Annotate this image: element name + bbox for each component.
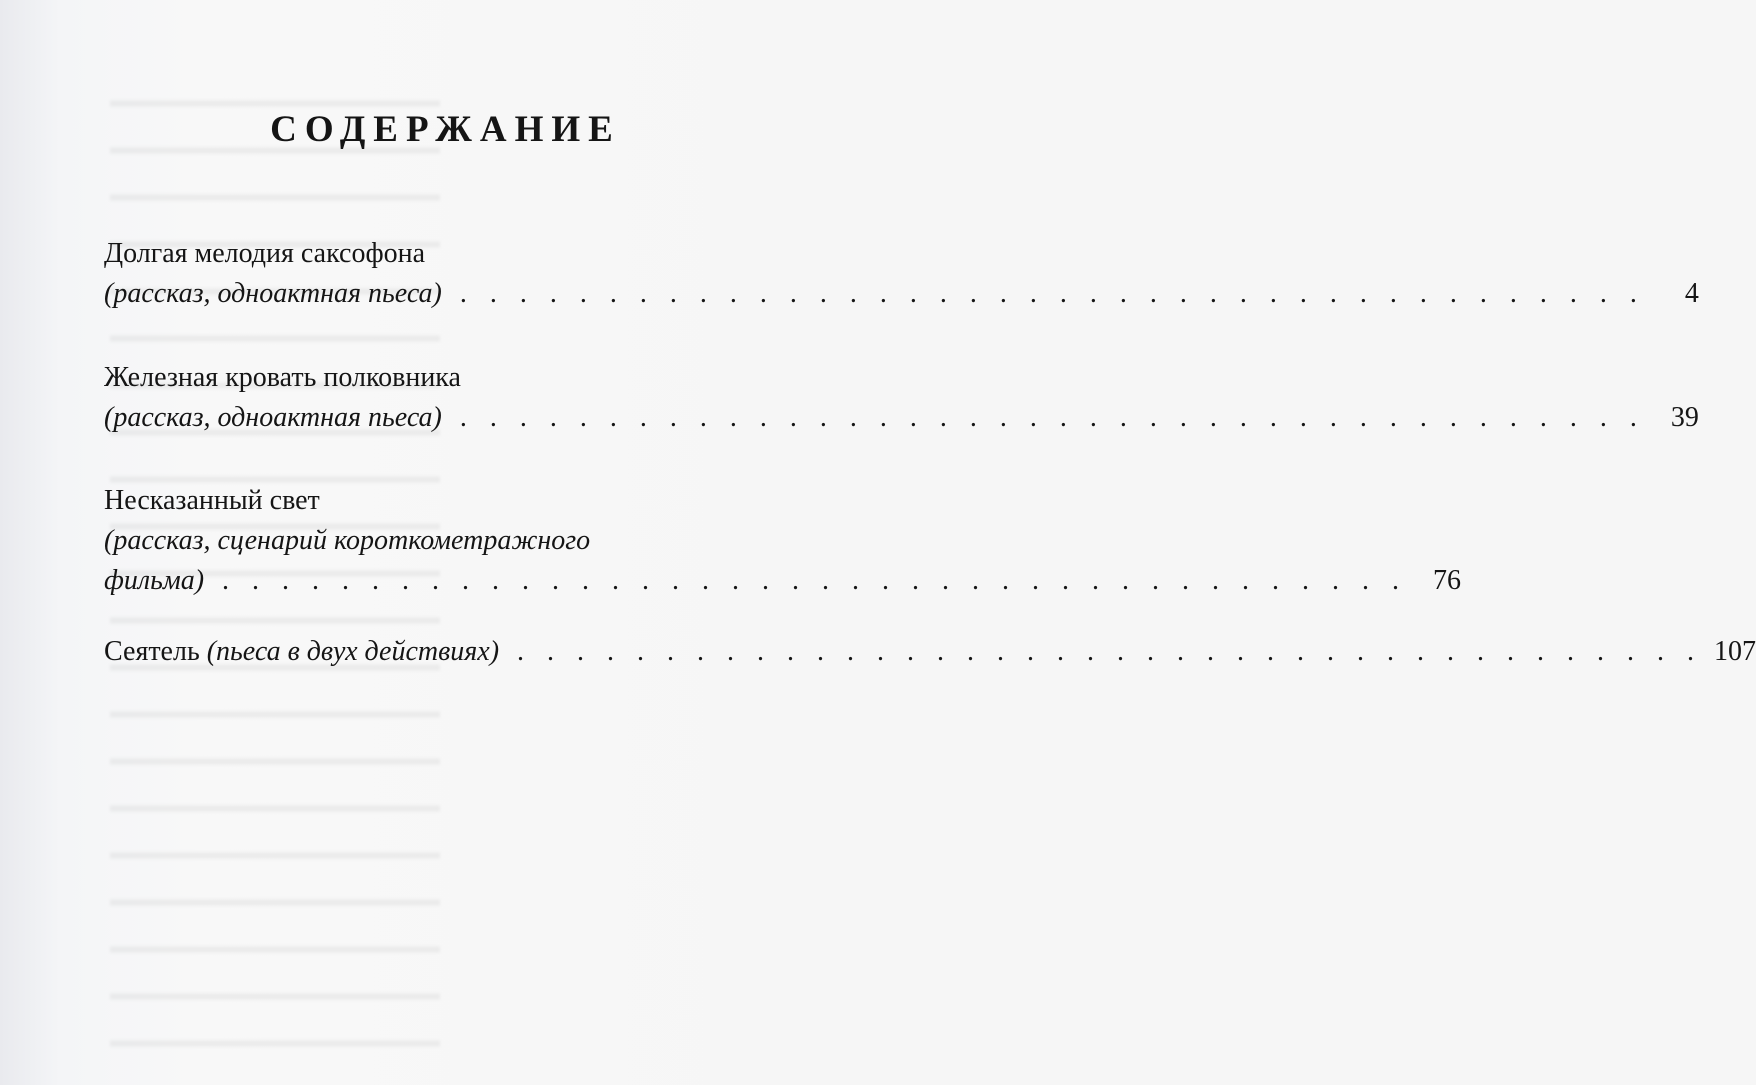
- toc-page-number: 4: [1684, 278, 1699, 309]
- leader-dots: . . . . . . . . . . . . . . . . . . . . . . . . . . . . . . . . . . . . . . . .: [459, 402, 1645, 433]
- leader-dots: . . . . . . . . . . . . . . . . . . . . . . . . . . . . . . . . . . . . . . . .: [517, 636, 1703, 667]
- toc-page-number: 76: [1433, 565, 1462, 596]
- toc-entry-subtitle: (рассказ, сценарий короткометражного: [104, 525, 591, 556]
- page-title: СОДЕРЖАНИЕ: [270, 109, 621, 150]
- toc-entry-subtitle-line: [104, 398, 1699, 438]
- toc-entry-title-line: [104, 234, 804, 274]
- toc-entry-title-line: [104, 481, 804, 521]
- toc-entry-title-line: [104, 632, 1756, 672]
- toc-entry-title: Долгая мелодия саксофона: [104, 238, 426, 269]
- leader-dots: . . . . . . . . . . . . . . . . . . . . . . . . . . . . . . . . . . . . . . . .: [222, 565, 1408, 596]
- toc-entry: [104, 358, 1699, 438]
- leader-dots: . . . . . . . . . . . . . . . . . . . . . . . . . . . . . . . . . . . . . . . .: [459, 278, 1645, 309]
- toc-entry: [104, 481, 1462, 601]
- toc-entry-subtitle-line: [104, 521, 804, 561]
- toc-entry-subtitle: фильма): [104, 565, 205, 596]
- toc-page-number: 107: [1714, 636, 1756, 667]
- toc-entry-title: Несказанный свет: [104, 485, 320, 516]
- toc-entry: [104, 632, 1756, 672]
- toc-entry-subtitle-line: [104, 561, 1462, 601]
- toc-entry-title: Железная кровать полковника: [104, 362, 461, 393]
- toc-page-number: 39: [1670, 402, 1699, 433]
- toc-entry-title: Сеятель: [104, 636, 200, 667]
- toc-entry-subtitle: (рассказ, одноактная пьеса): [104, 402, 442, 433]
- toc-entry-subtitle-line: [104, 274, 1699, 314]
- toc-entry-subtitle: (пьеса в двух действиях): [206, 636, 500, 667]
- toc-entry-subtitle: (рассказ, одноактная пьеса): [104, 278, 442, 309]
- toc-entry: [104, 234, 1699, 314]
- toc-entry-title-line: [104, 358, 804, 398]
